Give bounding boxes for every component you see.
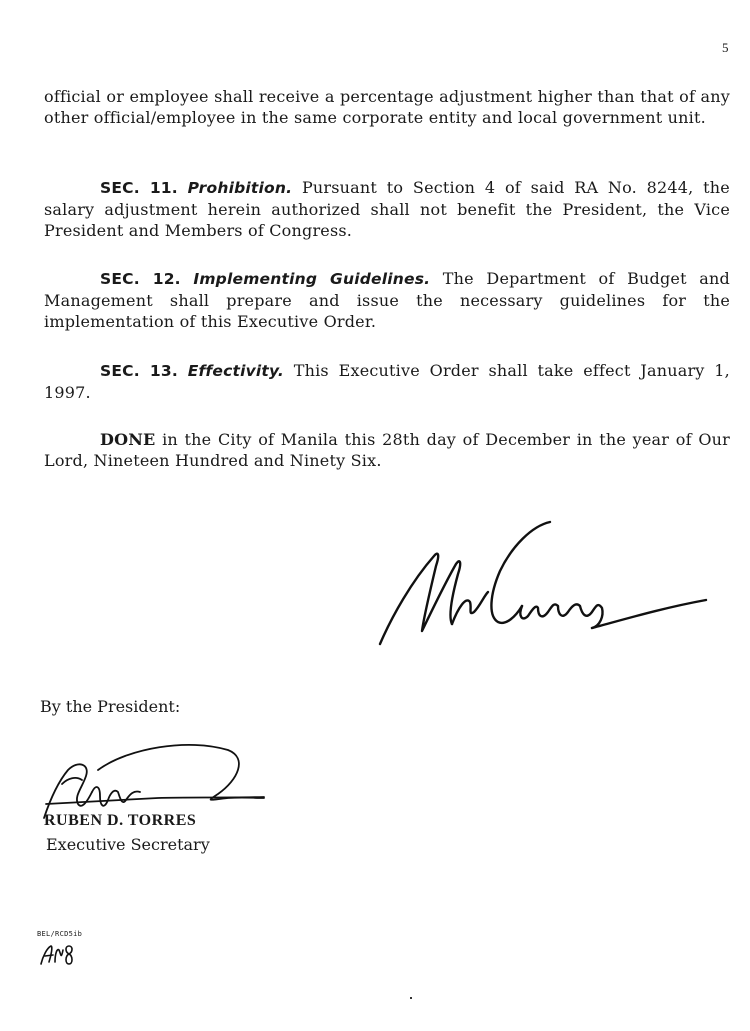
handwritten-initials [37,940,81,968]
section-13-body: This Executive Order shall take effect January 1, 1997. [44,361,730,402]
done-lead: DONE [100,430,156,449]
section-11-heading: SEC. 11. [100,179,178,197]
done-paragraph [44,429,730,471]
continuation-text: official or employee shall receive a percentage adjustment higher than that of any other official/employee in the same corporate entity and local government unit. [44,87,730,127]
section-11 [44,177,730,241]
president-signature [372,516,712,656]
section-11-title: Prohibition. [187,179,293,197]
section-11-body: Pursuant to Section 4 of said RA No. 8244, the salary adjustment herein authorized shall not benefit the President, the Vice President and Members of Congress. [44,178,730,240]
file-code: BEL/RCD5ib [37,930,83,938]
paragraph-continuation [44,86,730,128]
section-12-title: Implementing Guidelines. [193,270,431,288]
scan-speck [410,997,412,999]
section-12-body: The Department of Budget and Management shall prepare and issue the necessary guidelines for the implementation of this Executive Order. [44,269,730,331]
page-number: 5 [722,40,729,55]
signatory-title: Executive Secretary [46,835,210,854]
section-13-heading: SEC. 13. [100,362,178,380]
section-12-heading: SEC. 12. [100,270,181,288]
signatory-name: RUBEN D. TORRES [44,812,197,829]
section-12 [44,268,730,332]
section-13-title: Effectivity. [187,362,284,380]
section-13 [44,360,730,403]
done-body: in the City of Manila this 28th day of December in the year of Our Lord, Nineteen Hundred and Ninety Six. [44,430,730,470]
by-the-president-line: By the President: [40,697,181,716]
